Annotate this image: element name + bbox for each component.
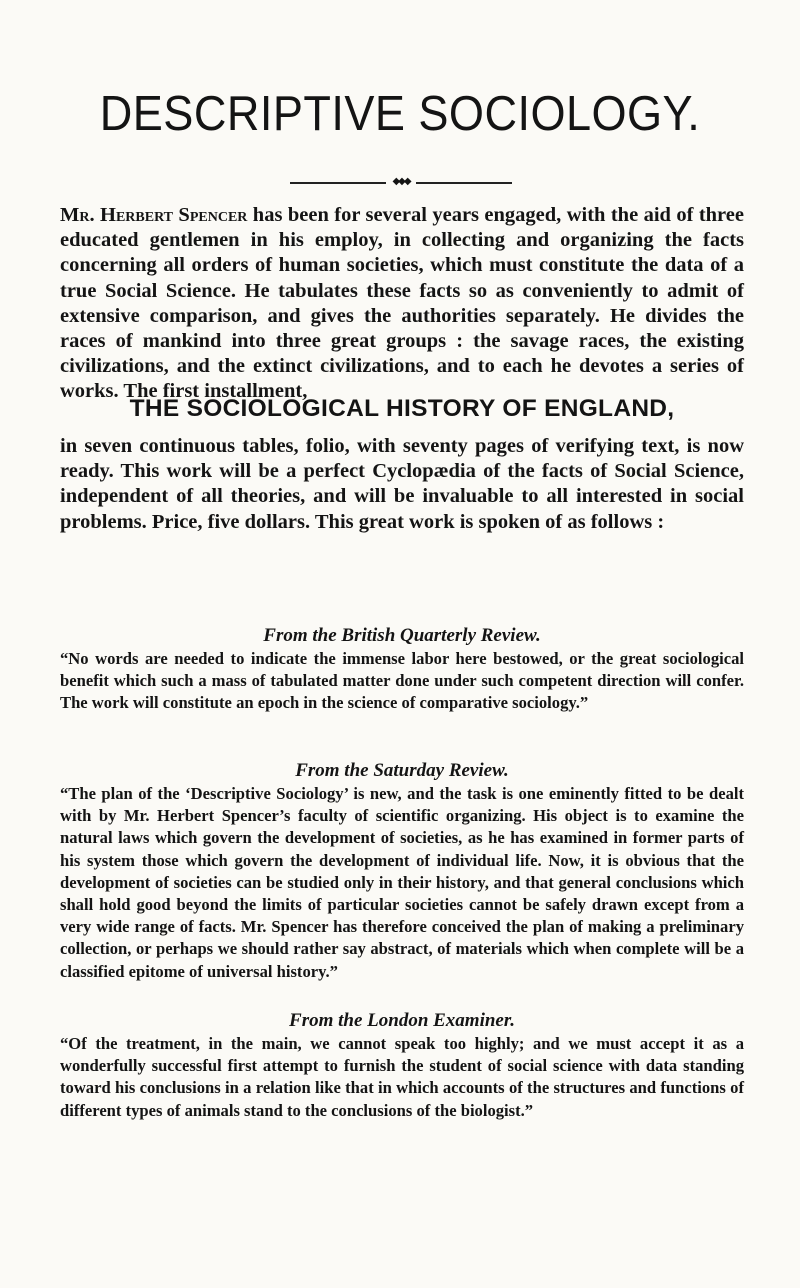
- review-source: From the British Quarterly Review.: [263, 625, 541, 646]
- author-name: Mr. Herbert Spencer: [60, 204, 248, 226]
- intro-text: has been for several years engaged, with the aid of three educated gentlemen in his employ, in collecting and organizing the facts concerning all orders of human societies, which must constitute the data of a true Social Science. He tabulates these facts so as conveniently to admit of extensive comparison, and gives the authorities separately. He divides the races of mankind into three great groups : the savage races, the existing civilizations, and the extinct civilizations, and to each he devotes a series of works. The first installment,: [60, 204, 744, 403]
- review-source: From the London Examiner.: [289, 1010, 515, 1031]
- ornament-rule-left: [290, 182, 386, 184]
- review-quote: “The plan of the ‘Descriptive Sociology’ is new, and the task is one eminently fitted to be dealt with by Mr. Herbert Spencer’s faculty of scientific organizing. His object is to examine the natural laws which govern the development of societies, as he has examined in former parts of his system those which govern the development of individual life. Now, it is obvious that the development of societies can be studied only in their history, and that general conclusions which shall hold good beyond the limits of particular societies cannot be safely drawn except from a very wide range of facts. Mr. Spencer has therefore conceived the plan of making a preliminary collection, or perhaps we should rather say abstract, of materials which when complete will be a classified epitome of universal history.”: [60, 784, 744, 981]
- diamond-ornament-icon: ◆◆◆: [392, 176, 410, 187]
- review-quote: “Of the treatment, in the main, we cannot speak too highly; and we must accept it as a wonderfully successful first attempt to furnish the student of social science with data standing toward his conclusions in a relation like that in which accounts of the structures and functions of different types of animals stand to the conclusions of the biologist.”: [60, 1034, 744, 1120]
- title-ornament: [290, 178, 512, 188]
- review-quote: “No words are needed to indicate the immense labor here bestowed, or the great sociological benefit which such a mass of tabulated matter done under such competent direction will confer. The work will constitute an epoch in the science of comparative sociology.”: [60, 649, 744, 713]
- review-source: From the Saturday Review.: [295, 760, 509, 781]
- availability-paragraph: in seven continuous tables, folio, with seventy pages of verifying text, is now ready. This work will be a perfect Cyclopædia of the facts of Social Science, independent of all theories, and will be invaluable to all interested in social problems. Price, five dollars. This great work is spoken of as follows :: [60, 435, 744, 533]
- ornament-rule-right: [416, 182, 512, 184]
- page-title: DESCRIPTIVE SOCIOLOGY.: [99, 87, 701, 141]
- intro-paragraph: [60, 203, 744, 405]
- work-title: THE SOCIOLOGICAL HISTORY OF ENGLAND,: [129, 395, 675, 422]
